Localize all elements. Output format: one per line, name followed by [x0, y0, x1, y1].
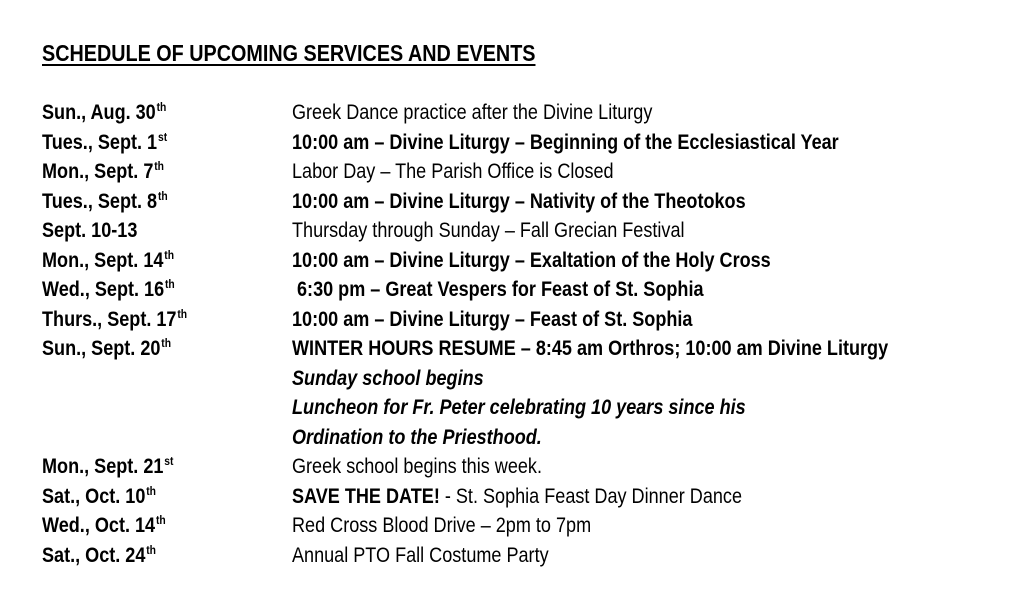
event-date — [42, 131, 167, 155]
event-description-text: Red Cross Blood Drive – 2pm to 7pm — [292, 514, 592, 537]
event-description — [292, 160, 614, 184]
event-description — [292, 190, 746, 214]
event-date — [42, 485, 156, 509]
event-date — [42, 455, 173, 479]
event-date-text: Wed., Oct. 14 — [42, 514, 156, 537]
event-date-text: Mon., Sept. 7 — [42, 160, 154, 183]
event-date-text: Sun., Aug. 30 — [42, 101, 156, 124]
event-description — [292, 426, 542, 450]
schedule-list — [42, 101, 1002, 573]
event-description — [292, 396, 746, 420]
event-date-text: Sept. 10-13 — [42, 219, 138, 242]
event-description — [292, 308, 692, 332]
schedule-row — [42, 308, 1002, 338]
event-date — [42, 308, 187, 332]
schedule-row — [42, 455, 1002, 485]
event-date — [42, 544, 156, 568]
event-date — [42, 514, 166, 538]
event-description — [292, 131, 839, 155]
event-description-text: WINTER HOURS RESUME – 8:45 am Orthros; 10:00 am Divine Liturgy — [292, 337, 889, 360]
schedule-row — [42, 426, 1002, 456]
schedule-row — [42, 101, 1002, 131]
event-description — [292, 278, 704, 302]
event-date-ordinal: th — [155, 513, 166, 527]
event-date-ordinal: th — [161, 336, 172, 350]
event-date-text: Mon., Sept. 14 — [42, 248, 164, 272]
event-description-text: Sunday school begins — [292, 366, 484, 390]
schedule-row — [42, 249, 1002, 279]
event-description-text: 10:00 am – Divine Liturgy – Feast of St. Sophia — [292, 307, 693, 331]
event-description — [292, 544, 549, 568]
event-date-text: Thurs., Sept. 17 — [42, 307, 177, 331]
event-description-text: Labor Day – The Parish Office is Closed — [292, 160, 614, 183]
event-date-ordinal: th — [146, 483, 156, 498]
event-description — [292, 514, 591, 538]
event-date-text: Mon., Sept. 21 — [42, 455, 164, 478]
schedule-row — [42, 544, 1002, 574]
event-date-ordinal: th — [157, 188, 168, 203]
event-date-ordinal: th — [164, 277, 175, 291]
schedule-row — [42, 131, 1002, 161]
event-date-text: Tues., Sept. 8 — [42, 189, 158, 213]
event-date-text: Tues., Sept. 1 — [42, 130, 158, 154]
event-description — [292, 455, 542, 479]
event-date — [42, 190, 168, 214]
event-description — [292, 485, 742, 509]
event-description-text: Luncheon for Fr. Peter celebrating 10 years since his — [292, 396, 746, 419]
event-date-text: Wed., Sept. 16 — [42, 278, 165, 301]
event-description-text: Thursday through Sunday – Fall Grecian Festival — [292, 219, 685, 242]
event-description-text: 6:30 pm – Great Vespers for Feast of St. Sophia — [292, 278, 704, 301]
event-date — [42, 278, 175, 302]
schedule-row — [42, 190, 1002, 220]
event-description — [292, 249, 771, 273]
schedule-row — [42, 219, 1002, 249]
schedule-row — [42, 160, 1002, 190]
event-date-text: Sat., Oct. 24 — [42, 543, 146, 567]
page-title: SCHEDULE OF UPCOMING SERVICES AND EVENTS — [42, 40, 536, 66]
schedule-row — [42, 337, 1002, 367]
event-highlight: SAVE THE DATE! — [292, 484, 440, 508]
event-date-ordinal: th — [146, 542, 156, 557]
event-description-text: 10:00 am – Divine Liturgy – Beginning of the Ecclesiastical Year — [292, 130, 839, 154]
event-date-ordinal: th — [154, 159, 164, 173]
event-date — [42, 249, 174, 273]
schedule-row — [42, 485, 1002, 515]
schedule-row — [42, 396, 1002, 426]
event-description-text: Greek school begins this week. — [292, 455, 542, 478]
event-date-ordinal: st — [157, 129, 168, 144]
event-date-text: Sat., Oct. 10 — [42, 484, 146, 508]
event-date-ordinal: th — [177, 306, 188, 321]
event-date — [42, 160, 164, 184]
event-date — [42, 219, 137, 243]
schedule-row — [42, 514, 1002, 544]
event-description-text: Greek Dance practice after the Divine Liturgy — [292, 101, 653, 124]
event-date-text: Sun., Sept. 20 — [42, 337, 161, 360]
event-date-ordinal: st — [164, 454, 174, 468]
event-description-text: Annual PTO Fall Costume Party — [292, 543, 549, 567]
event-description-text: 10:00 am – Divine Liturgy – Exaltation of the Holy Cross — [292, 248, 771, 272]
event-description-text: 10:00 am – Divine Liturgy – Nativity of the Theotokos — [292, 189, 746, 213]
event-description — [292, 337, 888, 361]
event-date-ordinal: th — [156, 100, 167, 114]
event-description — [292, 367, 484, 391]
event-date — [42, 101, 166, 125]
event-date-ordinal: th — [164, 247, 175, 262]
event-date — [42, 337, 171, 361]
event-description — [292, 101, 652, 125]
event-description-text: Ordination to the Priesthood. — [292, 425, 542, 449]
schedule-row — [42, 367, 1002, 397]
event-description-text: - St. Sophia Feast Day Dinner Dance — [439, 484, 742, 508]
event-description — [292, 219, 685, 243]
schedule-row — [42, 278, 1002, 308]
